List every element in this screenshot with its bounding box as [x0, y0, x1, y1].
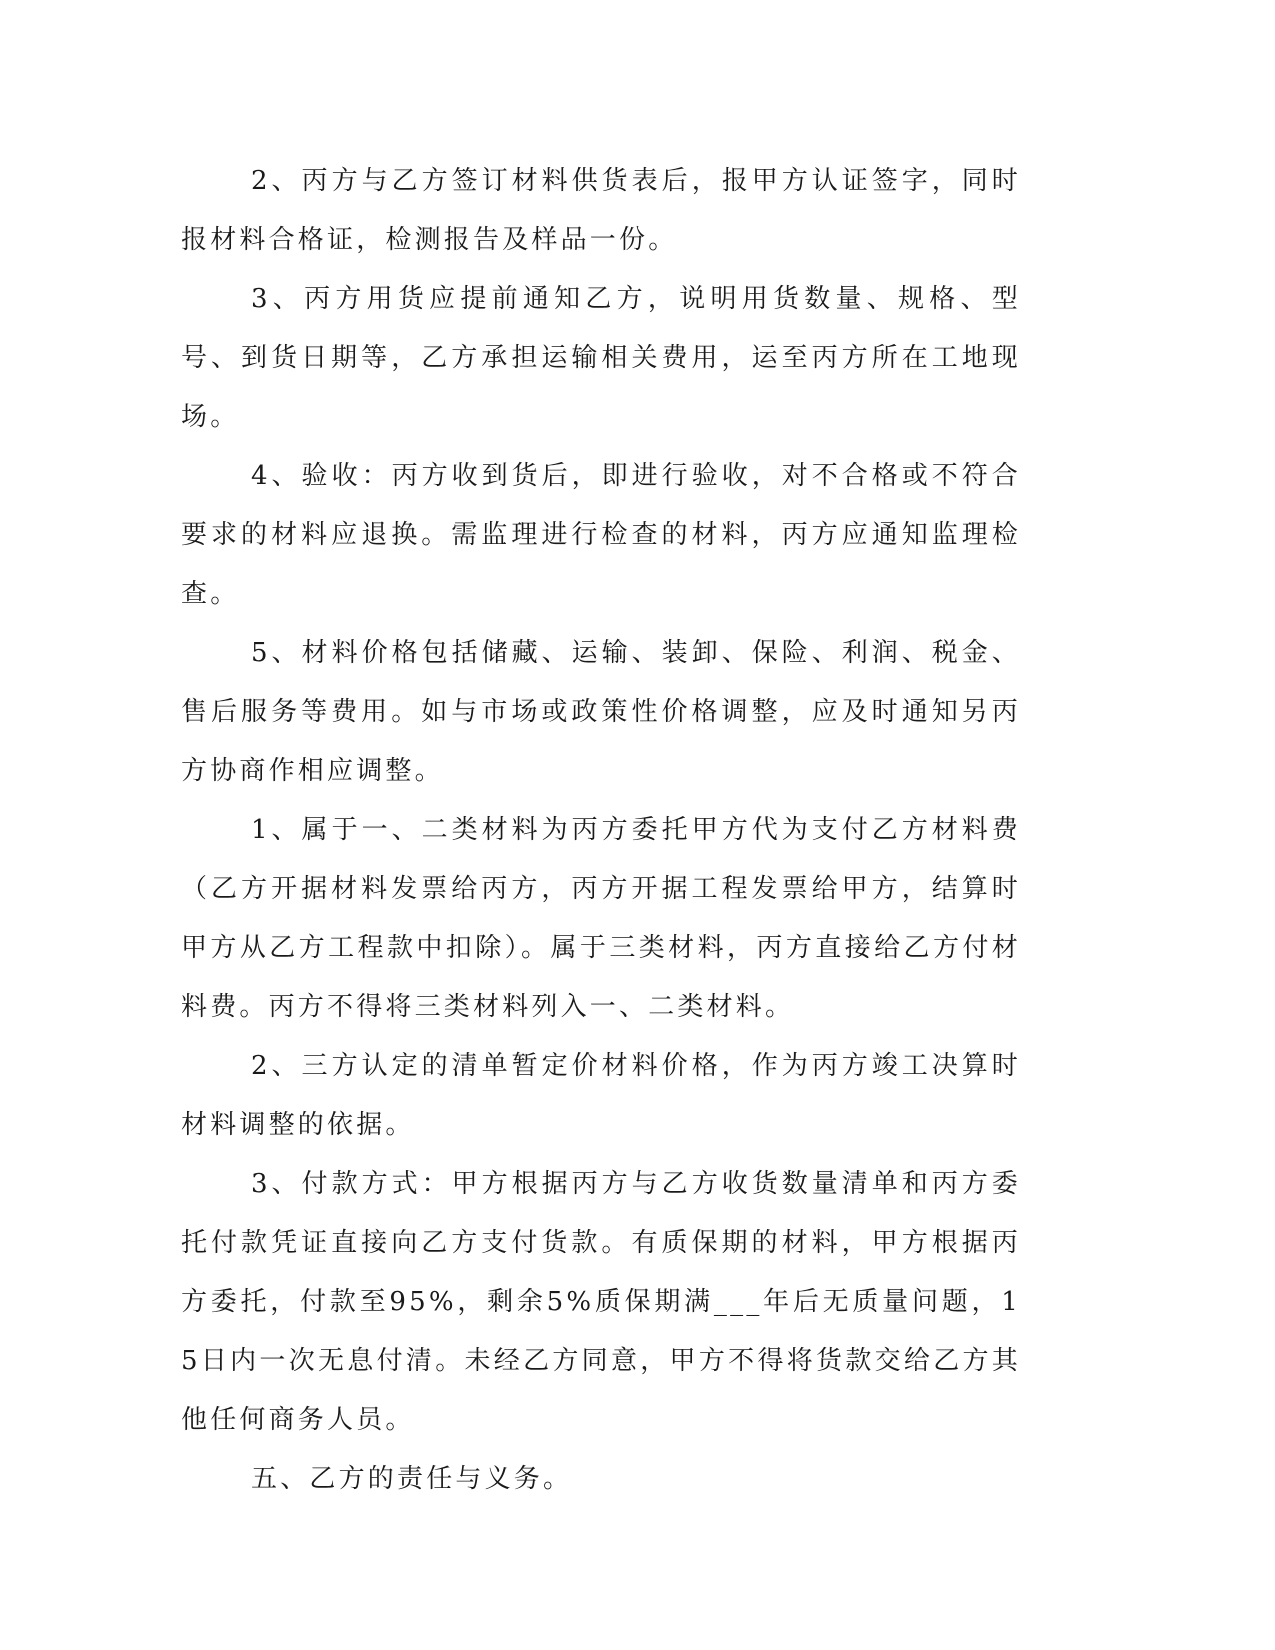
- paragraph: 2、三方认定的清单暂定价材料价格，作为丙方竣工决算时材料调整的依据。: [181, 1051, 1021, 1140]
- paragraph: 3、付款方式：甲方根据丙方与乙方收货数量清单和丙方委托付款凭证直接向乙方支付货款。有质保期的材料，甲方根据丙方委托，付款至95%，剩余5%质保期满___年后无质量问题，15日内一次无息付清。未经乙方同意，甲方不得将货款交给乙方其他任何商务人员。: [181, 1169, 1021, 1435]
- paragraph: 1、属于一、二类材料为丙方委托甲方代为支付乙方材料费（乙方开据材料发票给丙方，丙方开据工程发票给甲方，结算时甲方从乙方工程款中扣除）。属于三类材料，丙方直接给乙方付材料费。丙方不得将三类材料列入一、二类材料。: [181, 815, 1021, 1022]
- section-heading: 五、乙方的责任与义务。: [251, 1464, 573, 1494]
- paragraph: 5、材料价格包括储藏、运输、装卸、保险、利润、税金、售后服务等费用。如与市场或政策性价格调整，应及时通知另丙方协商作相应调整。: [181, 638, 1021, 786]
- paragraph: 2、丙方与乙方签订材料供货表后，报甲方认证签字，同时报材料合格证，检测报告及样品一份。: [181, 166, 1021, 255]
- paragraph: 3、丙方用货应提前通知乙方，说明用货数量、规格、型号、到货日期等，乙方承担运输相关费用，运至丙方所在工地现场。: [181, 284, 1021, 432]
- document-body: [181, 152, 1021, 1509]
- paragraph: 4、验收：丙方收到货后，即进行验收，对不合格或不符合要求的材料应退换。需监理进行检查的材料，丙方应通知监理检查。: [181, 461, 1021, 609]
